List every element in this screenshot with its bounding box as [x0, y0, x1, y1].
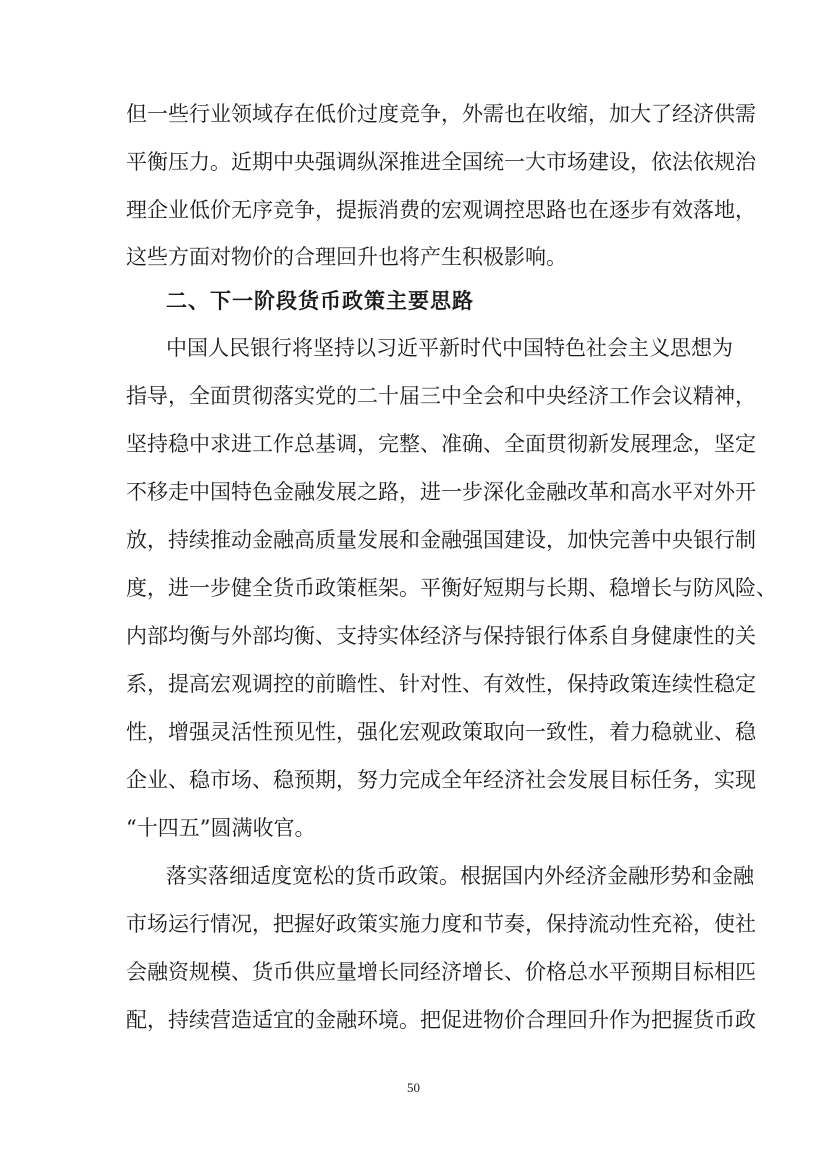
- text-line: 指导，全面贯彻落实党的二十届三中全会和中央经济工作会议精神，: [126, 384, 756, 408]
- text-line: 放，持续推动金融高质量发展和金融强国建设，加快完善中央银行制: [126, 528, 756, 552]
- text-line: 中国人民银行将坚持以习近平新时代中国特色社会主义思想为: [166, 336, 733, 360]
- text-line: 配，持续营造适宜的金融环境。把促进物价合理回升作为把握货币政: [126, 1008, 756, 1032]
- text-line: 但一些行业领域存在低价过度竞争，外需也在收缩，加大了经济供需: [126, 102, 756, 126]
- text-line: 坚持稳中求进工作总基调，完整、准确、全面贯彻新发展理念，坚定: [126, 432, 756, 456]
- text-line: 理企业低价无序竞争，提振消费的宏观调控思路也在逐步有效落地，: [126, 198, 756, 222]
- text-line: 会融资规模、货币供应量增长同经济增长、价格总水平预期目标相匹: [126, 960, 756, 984]
- section-heading: 二、下一阶段货币政策主要思路: [166, 289, 474, 313]
- page-number: 50: [407, 1080, 420, 1095]
- text-line: 这些方面对物价的合理回升也将产生积极影响。: [126, 245, 567, 269]
- text-line: 市场运行情况，把握好政策实施力度和节奏，保持流动性充裕，使社: [126, 912, 756, 936]
- text-line: 落实落细适度宽松的货币政策。根据国内外经济金融形势和金融: [166, 864, 754, 888]
- text-line: 系，提高宏观调控的前瞻性、针对性、有效性，保持政策连续性稳定: [126, 672, 756, 696]
- text-line: 度，进一步健全货币政策框架。平衡好短期与长期、稳增长与防风险、: [126, 576, 777, 600]
- text-line: “十四五”圆满收官。: [126, 816, 316, 840]
- text-line: 平衡压力。近期中央强调纵深推进全国统一大市场建设，依法依规治: [126, 150, 756, 174]
- text-line: 性，增强灵活性预见性，强化宏观政策取向一致性，着力稳就业、稳: [126, 720, 756, 744]
- text-line: 不移走中国特色金融发展之路，进一步深化金融改革和高水平对外开: [126, 480, 756, 504]
- text-line: 企业、稳市场、稳预期，努力完成全年经济社会发展目标任务，实现: [126, 768, 756, 792]
- text-line: 内部均衡与外部均衡、支持实体经济与保持银行体系自身健康性的关: [126, 624, 756, 648]
